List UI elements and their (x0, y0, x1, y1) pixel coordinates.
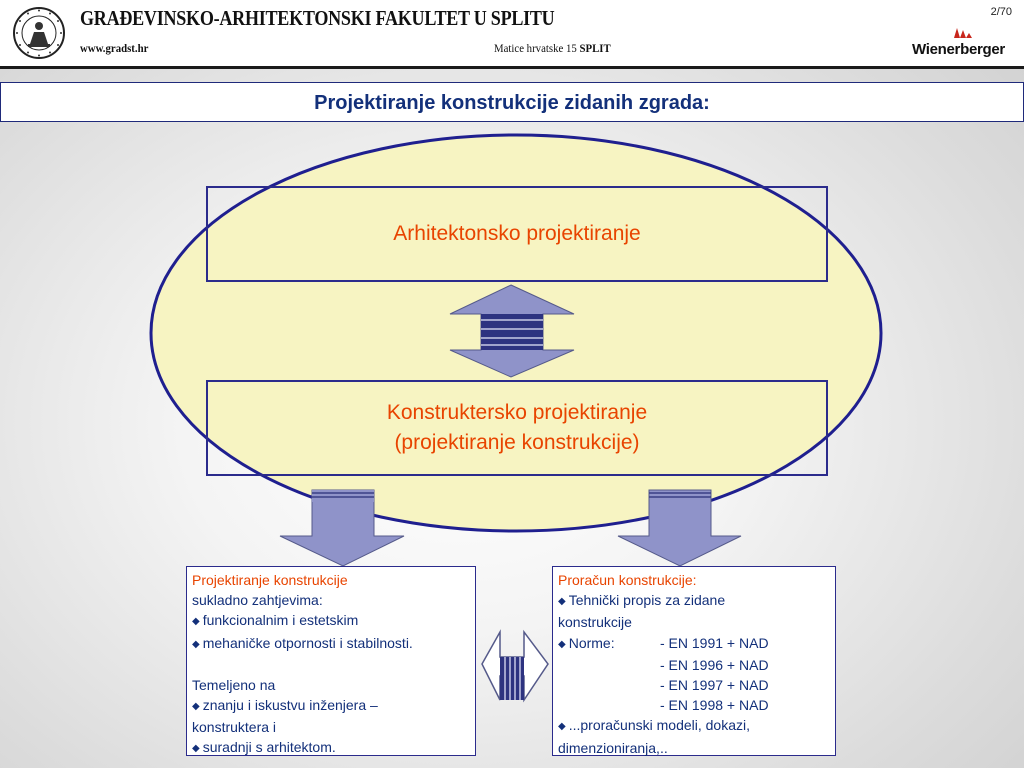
norm-row (558, 675, 830, 695)
diamond-bullet-icon: ◆ (192, 701, 200, 713)
website-link[interactable]: www.gradst.hr (80, 41, 149, 55)
architectural-design-label: Arhitektonsko projektiranje (393, 222, 641, 245)
list-item-continuation: dimenzioniranja,.. (558, 739, 668, 756)
list-item-continuation: konstruktera i (192, 719, 277, 736)
list-item: ◆ funkcionalnim i estetskim (192, 612, 359, 629)
address-street: Matice hrvatske 15 (494, 41, 577, 55)
double-arrow-horizontal (482, 632, 548, 700)
slide-number: 2/70 (990, 6, 1012, 18)
diamond-bullet-icon: ◆ (192, 638, 200, 650)
norm-item: - EN 1991 + NAD (660, 634, 769, 651)
architectural-design-box (206, 186, 828, 282)
diamond-bullet-icon: ◆ (558, 721, 566, 733)
norm-item: - EN 1998 + NAD (660, 697, 769, 714)
design-requirements-box (186, 566, 476, 756)
structural-design-box (206, 380, 828, 476)
design-requirements-heading: Projektiranje konstrukcije (192, 572, 348, 588)
structural-calculation-box (552, 566, 836, 756)
list-item (558, 633, 830, 655)
structural-calculation-heading: Proračun konstrukcije: (558, 572, 697, 588)
list-item: ◆ Tehnički propis za zidane (558, 592, 726, 609)
list-item: ◆ znanju i iskustvu inženjera – (192, 697, 378, 714)
spacer (192, 655, 470, 675)
norm-row (558, 655, 830, 675)
diamond-bullet-icon: ◆ (192, 743, 200, 755)
faculty-name: GRAĐEVINSKO-ARHITEKTONSKI FAKULTET U SPLITU (80, 6, 555, 30)
structural-design-line2: (projektiranje konstrukcije) (394, 431, 640, 454)
norms-label: ◆ Norme: (558, 634, 615, 651)
diamond-bullet-icon: ◆ (558, 638, 566, 650)
design-requirements-intro: sukladno zahtjevima: (192, 592, 323, 609)
structural-design-line1: Konstruktersko projektiranje (386, 401, 648, 424)
slide-title: Projektiranje konstrukcije zidanih zgrada: (314, 92, 710, 114)
list-item: ◆ suradnji s arhitektom. (192, 739, 336, 756)
diamond-bullet-icon: ◆ (192, 616, 200, 628)
diamond-bullet-icon: ◆ (558, 596, 566, 608)
basis-label: Temeljeno na (192, 676, 276, 693)
list-item: ◆ ...proračunski modeli, dokazi, (558, 717, 751, 734)
structural-design-label (387, 398, 647, 458)
wienerberger-logo-text: Wienerberger (912, 41, 1005, 58)
address-city: SPLIT (579, 41, 611, 55)
norm-item: - EN 1997 + NAD (660, 677, 769, 694)
list-item-continuation: konstrukcije (558, 614, 632, 631)
norm-row (558, 695, 830, 715)
norm-item: - EN 1996 + NAD (660, 656, 769, 673)
list-item: ◆ mehaničke otpornosti i stabilnosti. (192, 634, 413, 651)
